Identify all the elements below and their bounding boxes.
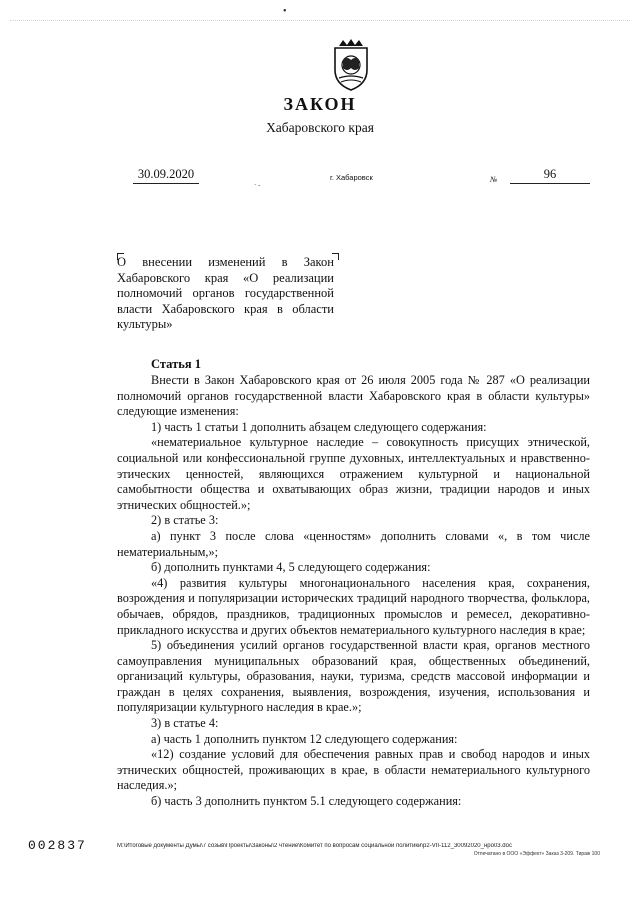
subject-word: Хабаровского — [161, 301, 235, 316]
subject-word: О — [117, 255, 127, 269]
subject-word: в — [281, 255, 288, 269]
subject-word: полномочий — [117, 286, 183, 300]
print-info: Отпечатано в ООО «Эффект» Заказ 3-209. Тираж 100 — [473, 851, 600, 857]
subject-word: изменений — [208, 255, 266, 269]
coat-of-arms-icon — [329, 38, 373, 92]
article-paragraph: 5) объединения усилий органов государственной власти края, органов местного самоуправления муниципальных образований края, общественных объединений, организаций культуры, образования, науки, туризма, средств массовой информации и граждан в целях сохранения, выявления, возрождения, изучения, использования и популяризации культурного наследия в крае.»; — [117, 638, 590, 715]
region-name: Хабаровского края — [266, 120, 374, 135]
subject-word: области — [292, 301, 334, 316]
subject-word: края — [244, 301, 268, 316]
article-paragraph: 1) часть 1 статьи 1 дополнить абзацем следующего содержания: — [151, 419, 487, 434]
subject-word: Хабаровского — [117, 270, 191, 285]
subject-word: государственной — [244, 286, 334, 300]
article-paragraph: а) часть 1 дополнить пунктом 12 следующего содержания: — [151, 731, 458, 746]
subject-word: реализации — [272, 270, 334, 285]
document-serial-number: 002837 — [28, 838, 87, 853]
subject-word: органов — [192, 286, 235, 300]
law-number: 96 — [510, 167, 590, 184]
article-paragraph: «4) развития культуры многонационального населения края, сохранения, возрождения и популяризации исторических традиций народного творчества, фольклора, обычаев, обрядов, праздников, традиционных промыслов и ремесел, декоративно-прикладного искусства и других объектов нематериального культурного наследия в крае; — [117, 575, 590, 637]
article-paragraph: «12) создание условий для обеспечения равных прав и свобод народов и иных этнических общностей, проживающих в крае, в области нематериального культурного наследия.»; — [117, 747, 590, 793]
article-heading: Статья 1 — [151, 357, 201, 371]
scan-dot: • — [283, 6, 287, 17]
scan-mark: · - — [254, 181, 261, 189]
subject-word: культуры» — [117, 317, 173, 331]
file-path: М:\Итоговые документы Думы\7 созыв\Проекты\Законы\2 чтение\Комитет по вопросам социальной политики\р2-VII-112_30092020_нро03.doc — [117, 843, 512, 849]
subject-line — [117, 317, 334, 333]
subject-word: «О — [243, 270, 259, 285]
subject-word: власти — [117, 301, 153, 316]
article-paragraph: 3) в статье 4: — [151, 716, 219, 731]
law-subject — [117, 255, 334, 333]
article-paragraph: «нематериальное культурное наследие – совокупность присущих этнической, социальной или конфессиональной группе духовных, интеллектуальных и нравственно-этических ценностей, являющихся отражением культурной и национальной самобытности общества и охватывающих образ жизни, традиции народов и иных этнических общностей.»; — [117, 435, 590, 512]
subject-line — [117, 286, 334, 302]
article-paragraph: б) дополнить пунктами 4, 5 следующего содержания: — [151, 560, 431, 575]
article-body — [117, 373, 590, 810]
law-title: ЗАКОН — [283, 94, 357, 114]
subject-word: в — [276, 301, 283, 316]
subject-word: внесении — [142, 255, 193, 269]
subject-line — [117, 271, 334, 287]
article-paragraph: а) пункт 3 после слова «ценностям» дополнить словами «, в том числе нематериальным,»; — [117, 528, 590, 559]
subject-line — [117, 255, 334, 271]
article-paragraph: б) часть 3 дополнить пунктом 5.1 следующего содержания: — [151, 794, 462, 809]
number-sign: № — [490, 175, 498, 184]
city-name: г. Хабаровск — [330, 173, 373, 182]
article-paragraph: Внести в Закон Хабаровского края от 26 июля 2005 года № 287 «О реализации полномочий органов государственной власти Хабаровского края в области культуры» следующие изменения: — [117, 373, 590, 419]
law-date: 30.09.2020 — [133, 167, 199, 184]
subject-word: Закон — [303, 255, 334, 269]
subject-word: края — [204, 270, 229, 285]
subject-line — [117, 302, 334, 318]
article-paragraph: 2) в статье 3: — [151, 513, 219, 528]
scan-noise — [10, 20, 630, 29]
